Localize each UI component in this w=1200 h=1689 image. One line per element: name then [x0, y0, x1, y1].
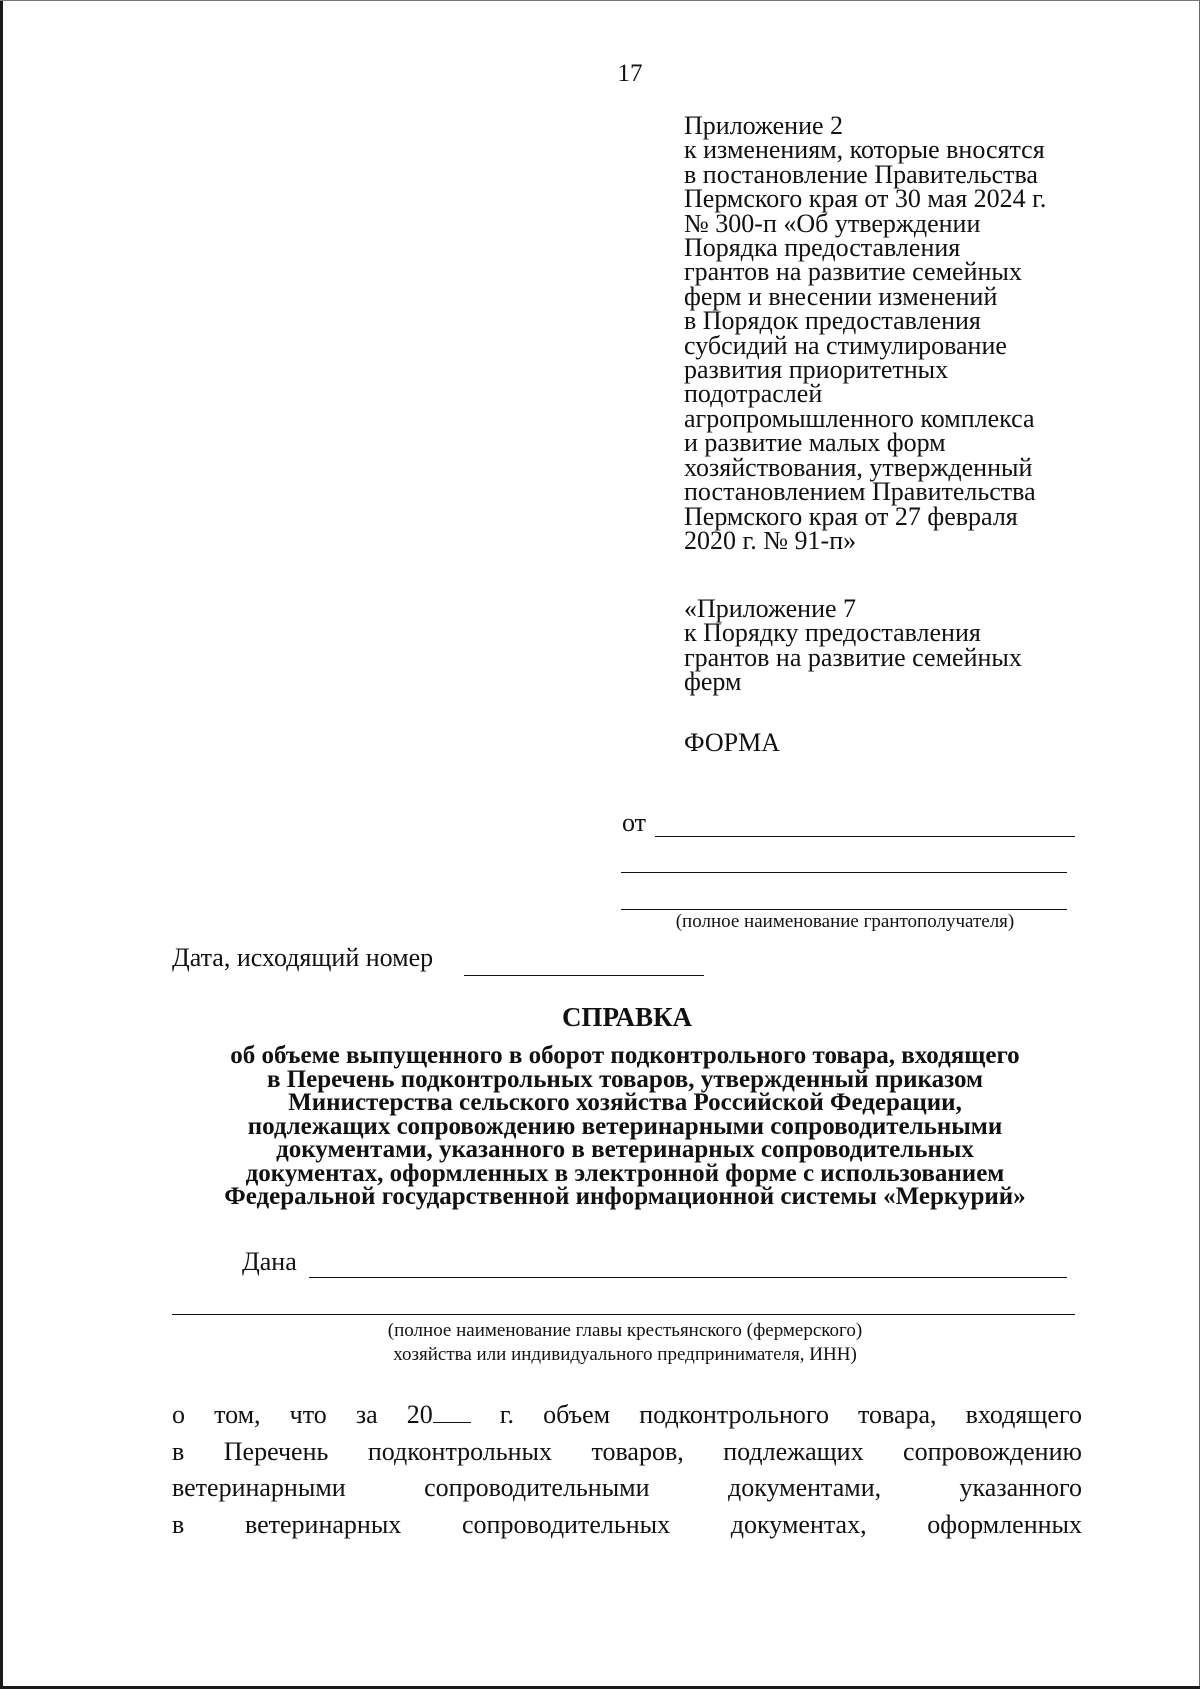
body-word: товара,	[858, 1400, 937, 1429]
body-line-2	[172, 1434, 1082, 1471]
document-title: СПРАВКА	[561, 1002, 693, 1032]
annex-heading-line: Порядка предоставления	[684, 233, 961, 263]
subtitle-line: подлежащих сопровождению ветеринарными сопроводительными	[247, 1112, 1003, 1140]
annex7-heading-line: «Приложение 7	[684, 594, 857, 623]
annex7-heading-line: грантов на развитие семейных	[684, 642, 1022, 672]
subtitle-line: Министерства сельского хозяйства Российской Федерации,	[288, 1089, 962, 1116]
holder-name-line-2	[172, 1314, 1075, 1315]
annex-heading-line: Пермского края от 30 мая 2024 г.	[684, 184, 1047, 214]
body-word: подконтрольного	[639, 1400, 829, 1429]
body-word: документах,	[730, 1509, 867, 1539]
annex-heading-line: 2020 г. № 91-п»	[684, 525, 857, 555]
annex-heading-line: агропромышленного комплекса	[684, 403, 1035, 433]
body-word: сопроводительных	[462, 1509, 671, 1539]
body-word: Перечень	[223, 1436, 329, 1466]
holder-caption-line: (полное наименование главы крестьянского (фермерского)	[387, 1320, 863, 1341]
body-word: о	[172, 1400, 185, 1429]
annex-heading-line: Приложение 2	[684, 111, 844, 140]
annex-heading-line: и развитие малых форм	[684, 428, 946, 458]
annex-heading-line: в постановление Правительства	[684, 159, 1038, 189]
recipient-name-line-3	[621, 909, 1067, 910]
annex-heading-line: № 300-п «Об утверждении	[684, 208, 981, 238]
holder-caption-line: хозяйства или индивидуального предпринимателя, ИНН)	[393, 1344, 857, 1365]
scan-border-top	[0, 0, 1200, 1]
holder-name-line-1	[309, 1277, 1067, 1278]
page-number: 17	[617, 60, 643, 87]
body-word: подконтрольных	[367, 1436, 552, 1466]
year-blank-line	[433, 1402, 471, 1423]
annex7-heading-line: к Порядку предоставления	[684, 618, 981, 648]
annex-heading	[684, 111, 1104, 555]
annex-heading-line: постановлением Правительства	[684, 477, 1036, 507]
annex-heading-line: субсидий на стимулирование	[684, 330, 1007, 360]
body-word: сопроводительными	[424, 1473, 650, 1502]
annex-heading-line: ферм и внесении изменений	[684, 281, 998, 311]
year-prefix: 20	[406, 1400, 433, 1429]
date-number-line	[464, 975, 704, 976]
subtitle-line: Федеральной государственной информационной системы «Меркурий»	[224, 1183, 1026, 1210]
annex-heading-line: хозяйствования, утвержденный	[684, 452, 1033, 482]
body-line-1	[172, 1397, 1082, 1434]
holder-caption	[175, 1319, 1075, 1367]
body-word: за	[355, 1400, 378, 1429]
body-word: что	[289, 1400, 327, 1429]
recipient-caption: (полное наименование грантополучателя)	[675, 911, 1015, 932]
annex-heading-line: Пермского края от 27 февраля	[684, 501, 1018, 531]
form-label: ФОРМА	[684, 728, 780, 757]
body-word: товаров,	[591, 1436, 684, 1466]
document-subtitle	[160, 1044, 1090, 1209]
subtitle-line: документах, оформленных в электронной форме с использованием	[245, 1159, 1005, 1187]
body-line-3	[172, 1470, 1082, 1507]
annex7-heading	[684, 594, 1104, 697]
recipient-name-line-2	[621, 872, 1067, 873]
body-word: в	[172, 1436, 185, 1466]
from-label: от	[622, 808, 647, 837]
body-line-4	[172, 1507, 1082, 1544]
subtitle-line: об объеме выпущенного в оборот подконтрольного товара, входящего	[230, 1042, 1020, 1069]
date-label: Дата, исходящий номер	[172, 943, 434, 972]
annex-heading-line: грантов на развитие семейных	[684, 257, 1022, 287]
body-word: ветеринарных	[244, 1509, 402, 1539]
body-word: подлежащих	[723, 1436, 864, 1466]
annex-heading-line: к изменениям, которые вносятся	[684, 135, 1045, 165]
body-word: ветеринарными	[172, 1473, 346, 1502]
subtitle-line: в Перечень подконтрольных товаров, утвержденный приказом	[266, 1065, 984, 1093]
recipient-name-line-1	[655, 836, 1075, 837]
body-word: в	[172, 1509, 185, 1539]
annex-heading-line: подотраслей	[684, 379, 823, 409]
body-word: г.	[499, 1400, 515, 1429]
body-word: том,	[214, 1400, 261, 1429]
body-word: оформленных	[927, 1509, 1082, 1539]
body-word: указанного	[959, 1473, 1082, 1502]
scan-border-left	[0, 0, 3, 1689]
year-field	[407, 1397, 471, 1434]
body-word: документами,	[727, 1473, 882, 1502]
body-word: объем	[543, 1400, 611, 1429]
body-paragraph	[172, 1397, 1082, 1543]
dana-label: Дана	[242, 1247, 297, 1276]
body-word: сопровождению	[903, 1436, 1082, 1466]
annex-heading-line: развития приоритетных	[684, 355, 949, 385]
subtitle-line: документами, указанного в ветеринарных сопроводительных	[276, 1136, 974, 1163]
annex-heading-line: в Порядок предоставления	[684, 306, 981, 336]
annex7-heading-line: ферм	[684, 667, 742, 697]
body-word: входящего	[965, 1400, 1082, 1429]
